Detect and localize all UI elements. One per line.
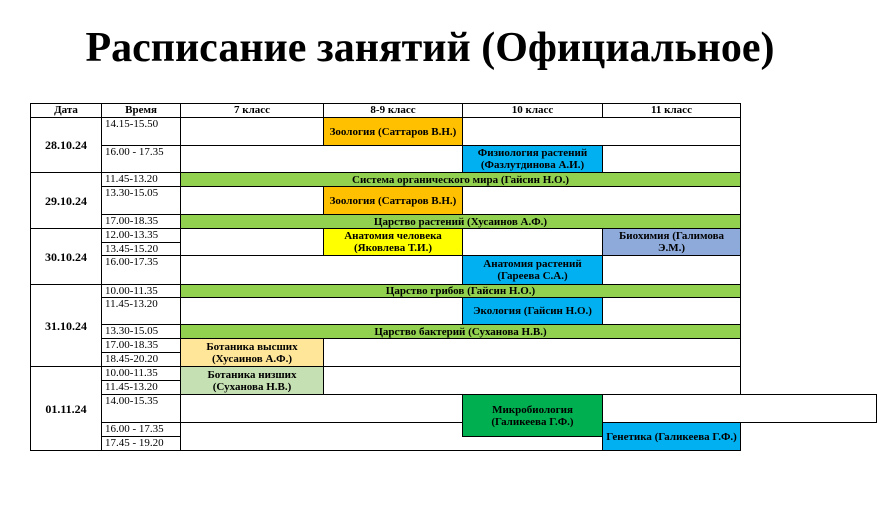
empty-cell — [602, 394, 877, 423]
empty-cell — [602, 297, 741, 325]
class-event: Ботаника высших (Хусаинов А.Ф.) — [180, 338, 324, 367]
header-grade-8-9: 8-9 класс — [323, 103, 463, 118]
class-event: Микробиология (Галикеева Г.Ф.) — [462, 394, 603, 437]
date-cell: 01.11.24 — [30, 366, 102, 451]
class-event: Экология (Гайсин Н.О.) — [462, 297, 603, 325]
class-event: Царство растений (Хусаинов А.Ф.) — [180, 214, 741, 229]
header-grade-7: 7 класс — [180, 103, 324, 118]
time-cell: 18.45-20.20 — [101, 352, 181, 367]
empty-cell — [602, 255, 741, 285]
time-cell: 13.30-15.05 — [101, 186, 181, 215]
time-cell: 16.00-17.35 — [101, 255, 181, 285]
class-event: Царство бактерий (Суханова Н.В.) — [180, 324, 741, 339]
empty-cell — [180, 117, 324, 146]
time-cell: 11.45-13.20 — [101, 297, 181, 325]
time-cell: 10.00-11.35 — [101, 284, 181, 298]
empty-cell — [180, 145, 463, 173]
time-cell: 11.45-13.20 — [101, 172, 181, 187]
empty-cell — [180, 394, 463, 423]
header-time: Время — [101, 103, 181, 118]
empty-cell — [180, 228, 324, 256]
date-cell: 28.10.24 — [30, 117, 102, 173]
empty-cell — [462, 117, 741, 146]
header-grade-11: 11 класс — [602, 103, 741, 118]
class-event: Физиология растений (Фазлутдинова А.И.) — [462, 145, 603, 173]
time-cell: 12.00-13.35 — [101, 228, 181, 243]
header-date: Дата — [30, 103, 102, 118]
class-event: Анатомия человека (Яковлева Т.И.) — [323, 228, 463, 256]
class-event: Система органического мира (Гайсин Н.О.) — [180, 172, 741, 187]
empty-cell — [180, 186, 324, 215]
empty-cell — [323, 338, 741, 367]
time-cell: 17.00-18.35 — [101, 338, 181, 353]
date-cell: 31.10.24 — [30, 284, 102, 367]
empty-cell — [323, 366, 741, 395]
time-cell: 11.45-13.20 — [101, 380, 181, 395]
page-title: Расписание занятий (Официальное) — [85, 25, 775, 71]
time-cell: 13.30-15.05 — [101, 324, 181, 339]
time-cell: 10.00-11.35 — [101, 366, 181, 381]
date-cell: 29.10.24 — [30, 172, 102, 229]
class-event: Генетика (Галикеева Г.Ф.) — [602, 422, 741, 451]
time-cell: 14.15-15.50 — [101, 117, 181, 146]
time-cell: 16.00 - 17.35 — [101, 422, 181, 437]
class-event: Биохимия (Галимова Э.М.) — [602, 228, 741, 256]
empty-cell — [602, 145, 741, 173]
time-cell: 17.45 - 19.20 — [101, 436, 181, 451]
time-cell: 14.00-15.35 — [101, 394, 181, 423]
date-cell: 30.10.24 — [30, 228, 102, 285]
empty-cell — [180, 255, 463, 285]
empty-cell — [462, 186, 741, 215]
time-cell: 13.45-15.20 — [101, 242, 181, 256]
class-event: Зоология (Саттаров В.Н.) — [323, 186, 463, 215]
class-event: Ботаника низших (Суханова Н.В.) — [180, 366, 324, 395]
class-event: Царство грибов (Гайсин Н.О.) — [180, 284, 741, 298]
time-cell: 16.00 - 17.35 — [101, 145, 181, 173]
time-cell: 17.00-18.35 — [101, 214, 181, 229]
class-event: Зоология (Саттаров В.Н.) — [323, 117, 463, 146]
header-grade-10: 10 класс — [462, 103, 603, 118]
class-event: Анатомия растений (Гареева С.А.) — [462, 255, 603, 285]
empty-cell — [462, 228, 603, 256]
